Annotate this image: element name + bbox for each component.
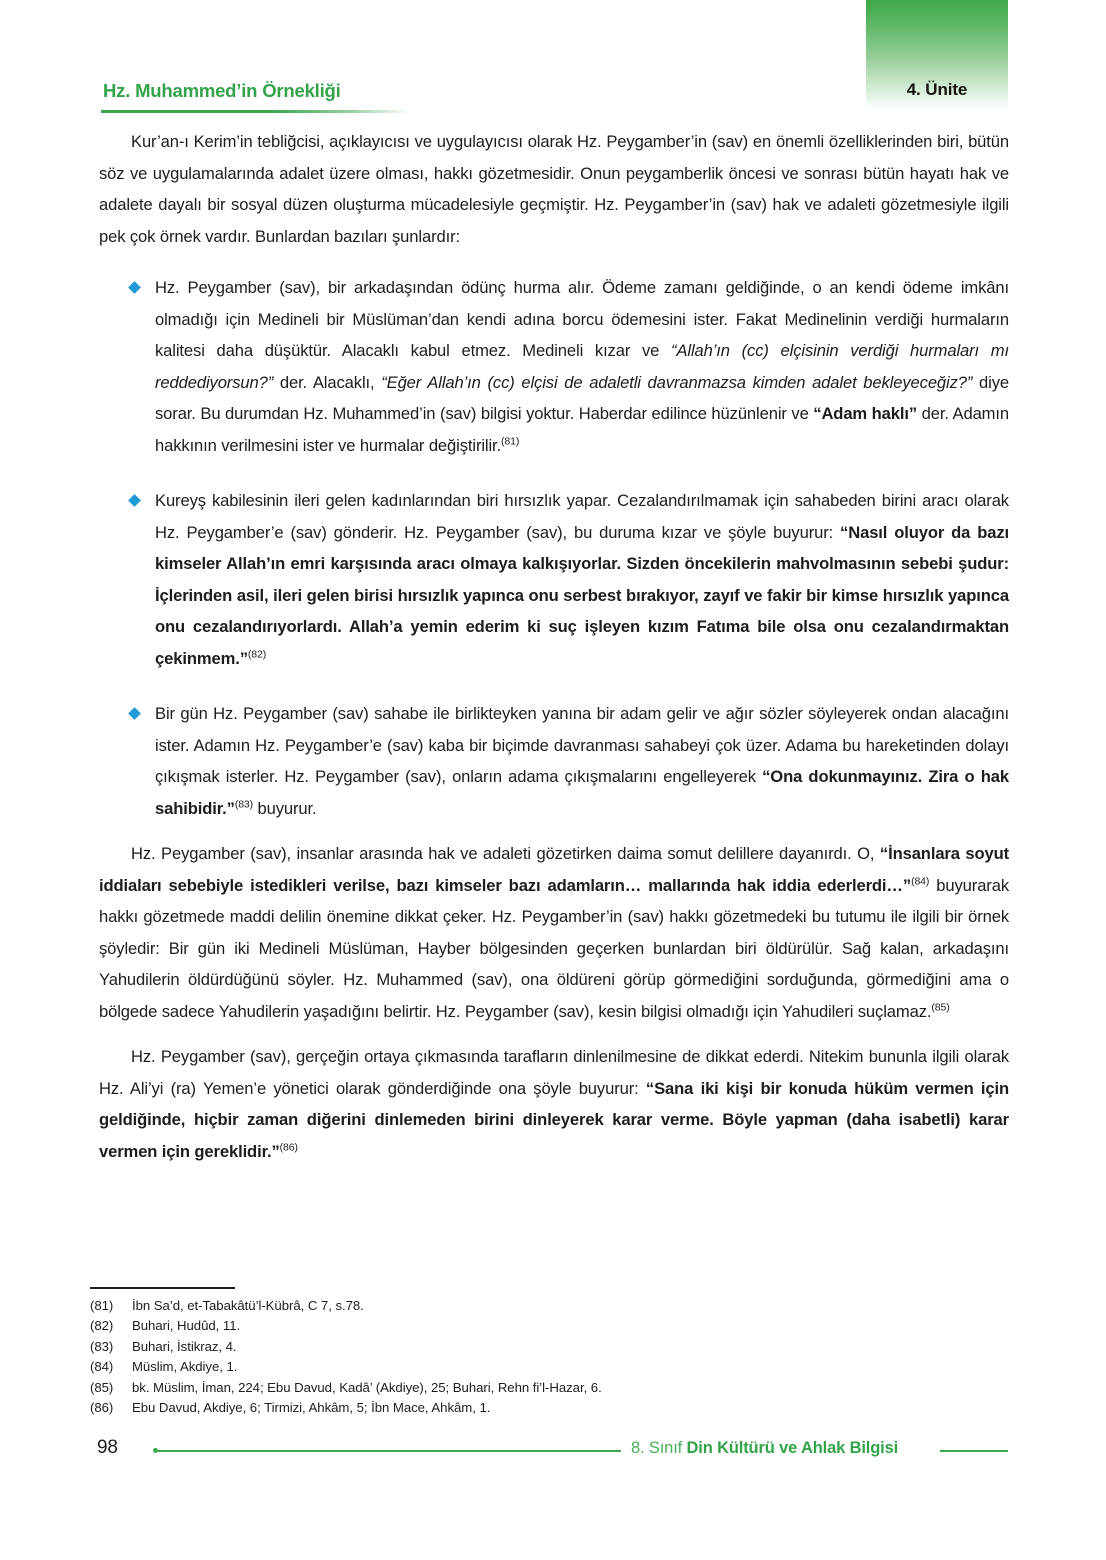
footnote-text: Buhari, İstikraz, 4. [132,1338,237,1354]
page-content [99,126,1009,1167]
diamond-bullet-icon [128,707,141,720]
examples-bullet-list [99,272,1009,824]
footnote-row [90,1316,1020,1337]
footnote-row [90,1337,1020,1358]
diamond-bullet-icon [128,494,141,507]
footer-subject-label: Din Kültürü ve Ahlak Bilgisi [686,1439,899,1457]
list-item-text: Bir gün Hz. Peygamber (sav) sahabe ile birlikteyken yanına bir adam gelir ve ağır sözler söyleyerek ondan alacağını ister. Adamın Hz. Peygamber’e (sav) kaba bir biçimde davranması sahabeyi çok üzer. Adama bu hareketinden dolayı çıkışmak isterler. Hz. Peygamber (sav), onların adama çıkışmalarını engelleyerek “Ona dokunmayınız. Zira o hak sahibidir.”$^{(83)}$ buyurur. [155,704,1009,818]
spacer [99,252,1009,272]
list-item [99,698,1009,824]
footer-rule-left [158,1450,621,1452]
header-divider [101,110,411,113]
list-item [99,485,1009,674]
body-paragraph-2: Hz. Peygamber (sav), insanlar arasında hak ve adaleti gözetirken daima somut delillere dayanırdı. O, “İnsanlara soyut iddiaları sebebiyle istedikleri verilse, bazı kimseler bazı adamların… mallarında hak iddia ederlerdi…”$^{(84)}$ buyurarak hakkı gözetmede maddi delilin önemine dikkat çeker. Hz. Peygamber’in (sav) hakkı gözetmedeki bu tutumu ile ilgili bir örnek şöyledir: Bir gün iki Medineli Müslüman, Hayber bölgesinden geçerken bunlardan biri öldürülür. Sağ kalan, arkadaşını Yahudilerin öldürdüğünü söyler. Hz. Muhammed (sav), ona öldüreni görüp görmediğini sorduğunda, görmediğini ama o bölgede sadece Yahudilerin yaşadığını belirtir. Hz. Peygamber (sav), kesin bilgisi olmadığı için Yahudileri suçlamaz.$^{(85)}$ [99,844,1010,1021]
list-item-text: Kureyş kabilesinin ileri gelen kadınlarından biri hırsızlık yapar. Cezalandırılmamak için sahabeden birini aracı olarak Hz. Peygamber’e (sav) gönderir. Hz. Peygamber (sav), bu duruma kızar ve şöyle buyurur: “Nasıl oluyor da bazı kimseler Allah’ın emri karşısında aracı olmaya kalkışıyorlar. Sizden öncekilerin mahvolmasının sebebi şudur: İçlerinden asil, ileri gelen birisi hırsızlık yapınca onu serbest bırakıyor, zayıf ve fakir bir kimse hırsızlık yapınca onu cezalandırıyorlardı. Allah’a yemin ederim ki suç işleyen kızım Fatıma bile olsa onu cezalandırmaktan çekinmem.”$^{(82)}$ [155,491,1009,668]
footnote-row [90,1378,1020,1399]
footnote-text: Buhari, Hudûd, 11. [132,1318,241,1333]
footnote-text: Müslim, Akdiye, 1. [132,1359,238,1374]
unit-badge [866,0,1008,112]
diamond-bullet-icon [128,281,141,294]
footnote-text: Ebu Davud, Akdiye, 6; Tirmizi, Ahkâm, 5; İbn Mace, Ahkâm, 1. [132,1400,491,1415]
page-footer [0,1437,1106,1467]
unit-badge-label: 4. Ünite [906,80,968,99]
footnote-row [90,1398,1020,1419]
page-number: 98 [97,1437,118,1458]
footnote-number: (86) [90,1400,114,1415]
footnote-number: (84) [90,1359,114,1374]
footnote-number: (83) [90,1338,114,1354]
list-item-text: Hz. Peygamber (sav), bir arkadaşından ödünç hurma alır. Ödeme zamanı geldiğinde, o an kendi ödeme imkânı olmadığı için Medineli bir Müslüman’dan kendi adına borcu ödemesini ister. Fakat Medinelinin verdiği hurmaların kalitesi daha düşüktür. Alacaklı kabul etmez. Medineli kızar ve “Allah’ın (cc) elçisinin verdiği hurmaları mı reddediyorsun?” der. Alacaklı, “Eğer Allah’ın (cc) elçisi de adaletli davranmazsa kimden adalet bekleyeceğiz?” diye sorar. Bu durumdan Hz. Muhammed’in (sav) bilgisi yoktur. Haberdar edilince hüzünlenir ve “Adam haklı” der. Adamın hakkının verilmesini ister ve hurmalar değiştirilir.$^{(81)}$ [155,278,1009,455]
footer-grade-label: 8. Sınıf [631,1439,687,1457]
footnote-text: bk. Müslim, İman, 224; Ebu Davud, Kadâ’ (Akdiye), 25; Buhari, Rehn fi’l-Hazar, 6. [132,1379,602,1395]
footer-book-title [631,1439,898,1458]
body-paragraph-3: Hz. Peygamber (sav), gerçeğin ortaya çıkmasında tarafların dinlenilmesine de dikkat ederdi. Nitekim bununla ilgili olarak Hz. Ali’yi (ra) Yemen’e yönetici olarak gönderdiğinde ona şöyle buyurur: “Sana iki kişi bir konuda hüküm vermen için geldiğinde, hiçbir zaman diğerini dinlemeden birini dinleyerek karar verme. Böyle yapman (daha isabetli) karar vermen için gereklidir.”$^{(86)}$ [99,1047,1009,1161]
spacer [99,1027,1009,1041]
footnotes-divider [90,1287,235,1289]
spacer [99,824,1009,838]
footnote-number: (85) [90,1379,114,1395]
footnotes-section [90,1287,1020,1419]
footnote-row [90,1357,1020,1378]
footnote-row [90,1296,1020,1317]
footer-rule-right [940,1450,1008,1452]
footnotes-list [90,1296,1020,1419]
intro-paragraph: Kur’an-ı Kerim’in tebliğcisi, açıklayıcısı ve uygulayıcısı olarak Hz. Peygamber’in (sav) en önemli özelliklerinden biri, bütün söz ve uygulamalarında adalet üzere olması, hakkı gözetmesidir. Onun peygamberlik öncesi ve sonrası bütün hayatı hak ve adalete dayalı bir sosyal düzen oluşturma mücadelesiyle geçmiştir. Hz. Peygamber’in (sav) hak ve adaleti gözetmesiyle ilgili pek çok örnek vardır. Bunlardan bazıları şunlardır: [99,132,1009,246]
footnote-number: (81) [90,1297,114,1313]
footnote-text: İbn Sa’d, et-Tabakâtü’l-Kübrâ, C 7, s.78. [132,1297,364,1313]
list-item [99,272,1009,461]
footnote-number: (82) [90,1318,114,1333]
page-title: Hz. Muhammed’in Örnekliği [103,80,341,101]
